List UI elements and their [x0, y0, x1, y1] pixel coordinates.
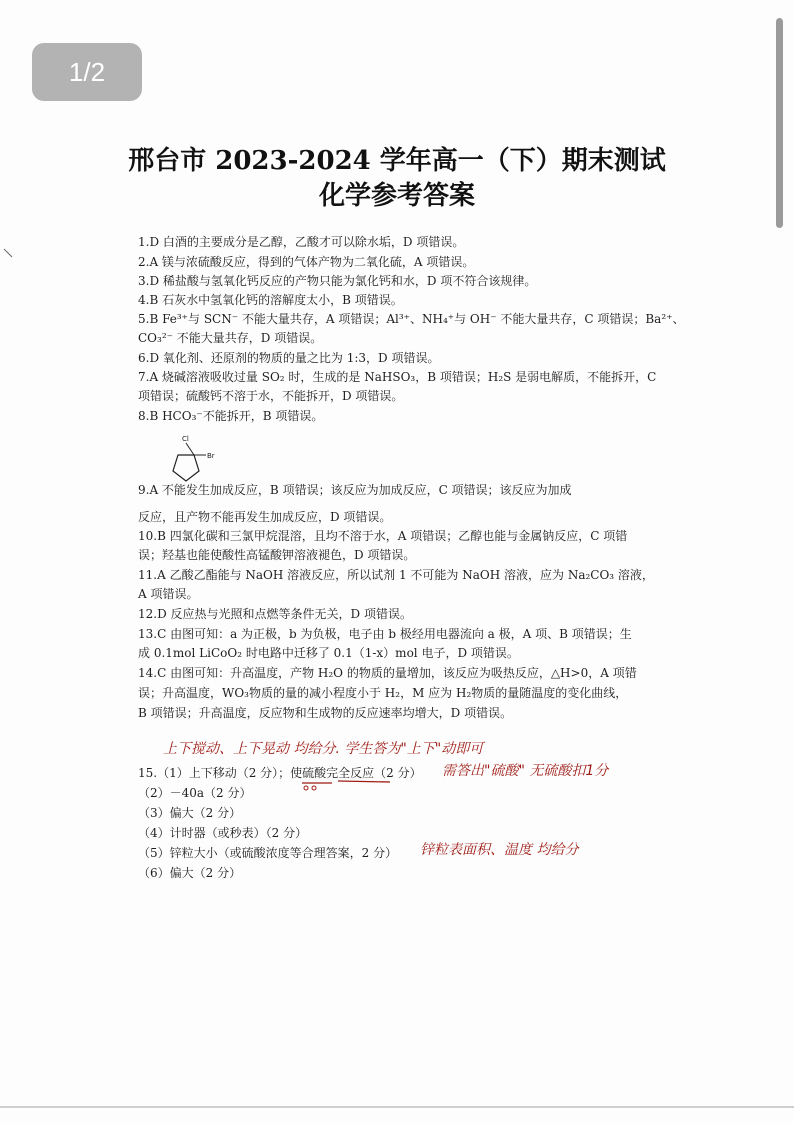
q15-line: 15.（1）上下移动（2 分）；使硫酸完全反应（2 分）	[138, 766, 422, 780]
viewer-bottom-border	[0, 1106, 794, 1108]
answer-line: 10.B 四氯化碳和三氯甲烷混溶，且均不溶于水，A 项错误；乙醇也能与金属钠反应，C 项错	[138, 529, 628, 543]
answer-line: B 项错误；升高温度，反应物和生成物的反应速率均增大，D 项错误。	[138, 706, 513, 720]
answer-line: 9.A 不能发生加成反应，B 项错误；该反应为加成反应，C 项错误；该反应为加成	[138, 483, 572, 497]
q15-line: （5）锌粒大小（或硫酸浓度等合理答案，2 分）	[138, 846, 398, 860]
q15-line: （4）计时器（或秒表）（2 分）	[138, 826, 308, 840]
handwritten-underline	[270, 779, 400, 791]
title-line-1: 邢台市 2023-2024 学年高一（下）期末测试	[128, 146, 666, 176]
handwritten-note-right: 需答出"硫酸" 无硫酸扣1分	[442, 763, 609, 779]
answer-line: 项错误；硫酸钙不溶于水，不能拆开，D 项错误。	[138, 389, 404, 403]
answer-line: 7.A 烧碱溶液吸收过量 SO₂ 时，生成的是 NaHSO₃，B 项错误；H₂S 是弱电解质，不能拆开，C	[138, 370, 657, 384]
answer-line: 8.B HCO₃⁻不能拆开，B 项错误。	[138, 409, 324, 423]
q15-line: （2）－40a（2 分）	[138, 786, 252, 800]
answer-line: 4.B 石灰水中氢氧化钙的溶解度太小，B 项错误。	[138, 293, 403, 307]
answer-line: 5.B Fe³⁺与 SCN⁻ 不能大量共存，A 项错误；Al³⁺、NH₄⁺与 OH⁻ 不能大量共存，C 项错误；Ba²⁺、	[138, 312, 685, 326]
page-indicator: 1/2	[32, 43, 142, 101]
answer-line: 6.D 氧化剂、还原剂的物质的量之比为 1:3，D 项错误。	[138, 351, 440, 365]
answer-line: 1.D 白酒的主要成分是乙醇，乙酸才可以除水垢，D 项错误。	[138, 235, 465, 249]
molecule-label-br: Br	[207, 452, 215, 460]
answer-line: 12.D 反应热与光照和点燃等条件无关，D 项错误。	[138, 607, 412, 621]
molecule-label-cl: Cl	[182, 435, 189, 443]
answer-line: 13.C 由图可知：a 为正极，b 为负极，电子由 b 极经用电器流向 a 极，A 项、B 项错误；生	[138, 627, 632, 641]
edge-mark	[2, 247, 14, 259]
answer-line: 反应，且产物不能再发生加成反应，D 项错误。	[138, 510, 392, 524]
title-line-2: 化学参考答案	[318, 181, 475, 211]
answer-line: CO₃²⁻ 不能大量共存，D 项错误。	[138, 331, 323, 345]
answer-line: 3.D 稀盐酸与氢氧化钙反应的产物只能为氯化钙和水，D 项不符合该规律。	[138, 274, 537, 288]
answer-line: 误；升高温度，WO₃物质的量的减小程度小于 H₂，M 应为 H₂物质的量随温度的变化曲线，	[138, 686, 628, 700]
answer-line: 11.A 乙酸乙酯能与 NaOH 溶液反应，所以试剂 1 不可能为 NaOH 溶液，应为 Na₂CO₃ 溶液，	[138, 568, 654, 582]
answer-line: 成 0.1mol LiCoO₂ 时电路中迁移了 0.1（1-x）mol 电子，D 项错误。	[138, 646, 519, 660]
q15-line: （6）偏大（2 分）	[138, 866, 242, 880]
answer-line: A 项错误。	[138, 587, 199, 601]
answer-line: 14.C 由图可知：升高温度，产物 H₂O 的物质的量增加，该反应为吸热反应，△H>0，A 项错	[138, 666, 637, 680]
answer-line: 2.A 镁与浓硫酸反应，得到的气体产物为二氧化硫，A 项错误。	[138, 255, 475, 269]
handwritten-note-top: 上下搅动、上下晃动 均给分. 学生答为"上下"动即可	[163, 741, 484, 757]
q15-line: （3）偏大（2 分）	[138, 806, 242, 820]
answer-line: 误；羟基也能使酸性高锰酸钾溶液褪色，D 项错误。	[138, 548, 416, 562]
handwritten-note-q5: 锌粒表面积、温度 均给分	[420, 842, 579, 858]
